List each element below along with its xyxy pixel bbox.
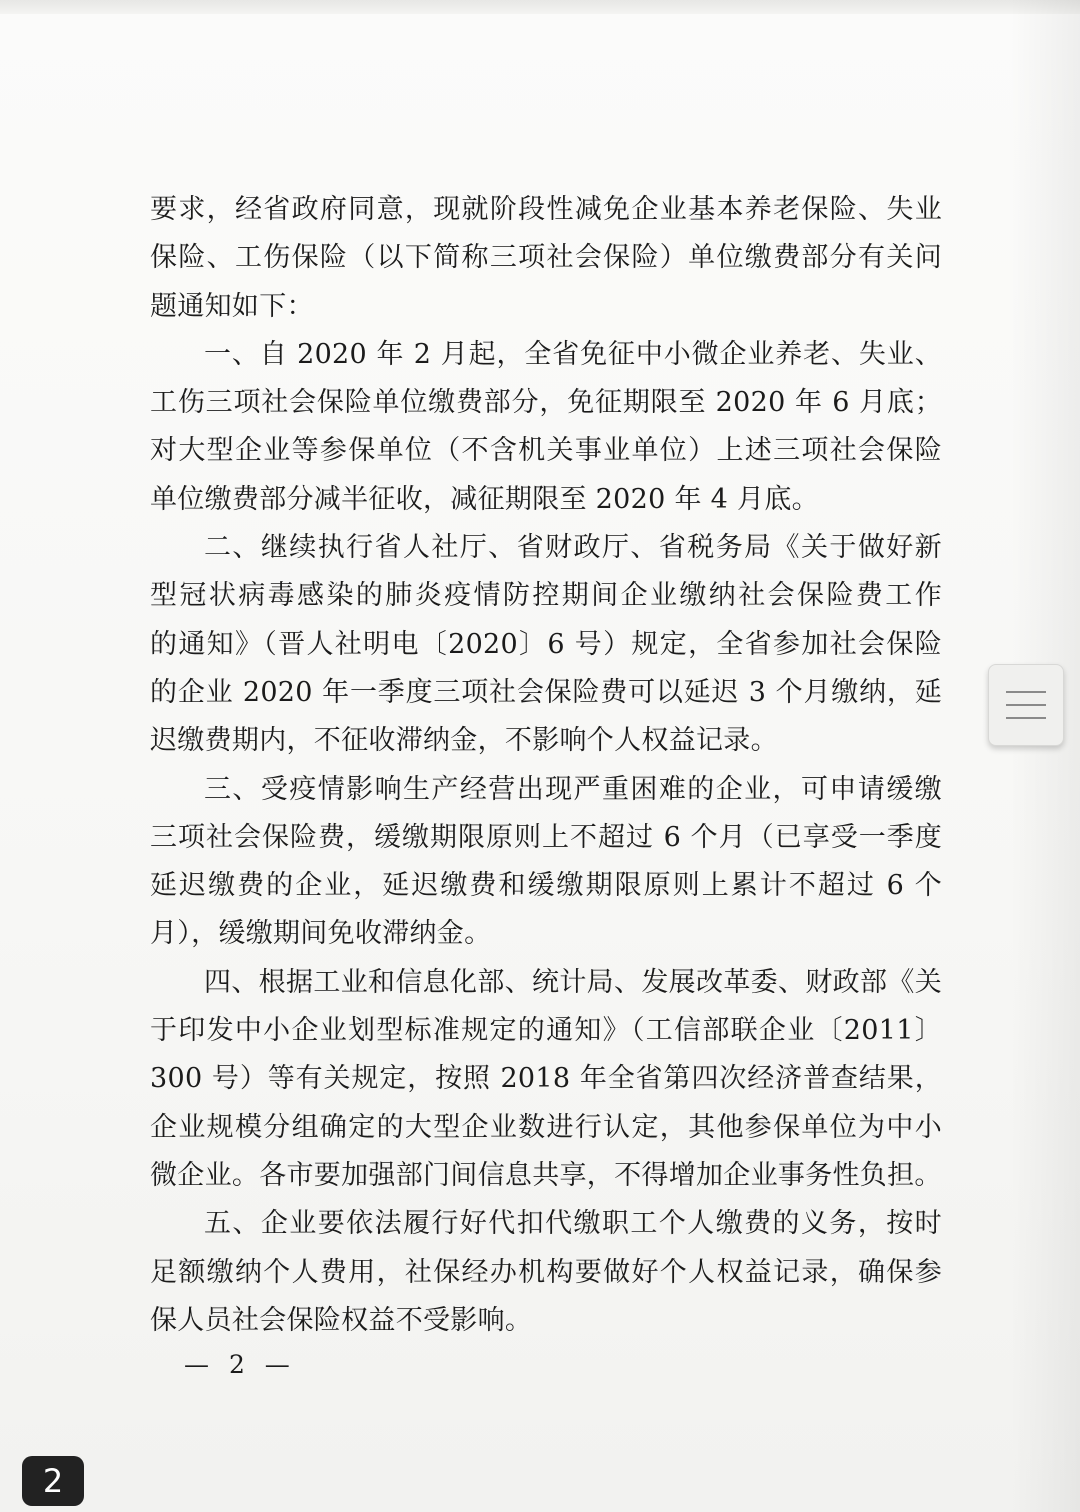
document-body xyxy=(150,186,942,1345)
hamburger-menu-icon xyxy=(1006,717,1046,719)
text-line: 二、继续执行省人社厅、省财政厅、省税务局《关于做好新 xyxy=(204,532,942,564)
text-line: 三项社会保险费，缓缴期限原则上不超过 6 个月（已享受一季度 xyxy=(150,821,942,853)
page-number: — 2 — xyxy=(184,1350,296,1379)
text-line: 题通知如下： xyxy=(150,290,314,322)
text-line: 企业规模分组确定的大型企业数进行认定，其他参保单位为中小 xyxy=(150,1111,942,1143)
text-line: 月），缓缴期间免收滞纳金。 xyxy=(150,918,492,950)
text-line: 足额缴纳个人费用，社保经办机构要做好个人权益记录，确保参 xyxy=(150,1256,942,1288)
text-line: 一、自 2020 年 2 月起，全省免征中小微企业养老、失业、 xyxy=(204,338,942,370)
text-line: 的企业 2020 年一季度三项社会保险费可以延迟 3 个月缴纳，延 xyxy=(150,676,942,708)
text-line: 工伤三项社会保险单位缴费部分，免征期限至 2020 年 6 月底； xyxy=(150,387,942,419)
text-line: 型冠状病毒感染的肺炎疫情防控期间企业缴纳社会保险费工作 xyxy=(150,580,942,612)
text-line: 保险、工伤保险（以下简称三项社会保险）单位缴费部分有关问 xyxy=(150,242,942,274)
hamburger-menu-icon xyxy=(1006,704,1046,706)
text-line: 三、受疫情影响生产经营出现严重困难的企业，可申请缓缴 xyxy=(204,773,942,805)
page-right-shadow xyxy=(1010,0,1080,1512)
text-line: 要求，经省政府同意，现就阶段性减免企业基本养老保险、失业 xyxy=(150,194,942,225)
page-indicator-badge[interactable]: 2 xyxy=(22,1456,84,1506)
text-line: 于印发中小企业划型标准规定的通知》（工信部联企业〔2011〕 xyxy=(150,1015,942,1047)
text-line: 保人员社会保险权益不受影响。 xyxy=(150,1304,533,1336)
text-line: 五、企业要依法履行好代扣代缴职工个人缴费的义务，按时 xyxy=(204,1208,942,1240)
text-line: 微企业。各市要加强部门间信息共享，不得增加企业事务性负担。 xyxy=(150,1159,942,1191)
page-top-edge xyxy=(0,0,1080,14)
text-line: 对大型企业等参保单位（不含机关事业单位）上述三项社会保险 xyxy=(150,435,942,467)
hamburger-menu-icon xyxy=(1006,691,1046,693)
floating-menu-button[interactable] xyxy=(988,664,1064,746)
text-line: 延迟缴费的企业，延迟缴费和缓缴期限原则上累计不超过 6 个 xyxy=(150,870,942,902)
text-line: 300 号）等有关规定，按照 2018 年全省第四次经济普查结果， xyxy=(150,1063,942,1095)
text-line: 四、根据工业和信息化部、统计局、发展改革委、财政部《关 xyxy=(204,966,942,998)
text-line: 单位缴费部分减半征收，减征期限至 2020 年 4 月底。 xyxy=(150,483,819,515)
text-line: 的通知》（晋人社明电〔2020〕6 号）规定，全省参加社会保险 xyxy=(150,628,942,660)
text-line: 迟缴费期内，不征收滞纳金，不影响个人权益记录。 xyxy=(150,725,778,757)
